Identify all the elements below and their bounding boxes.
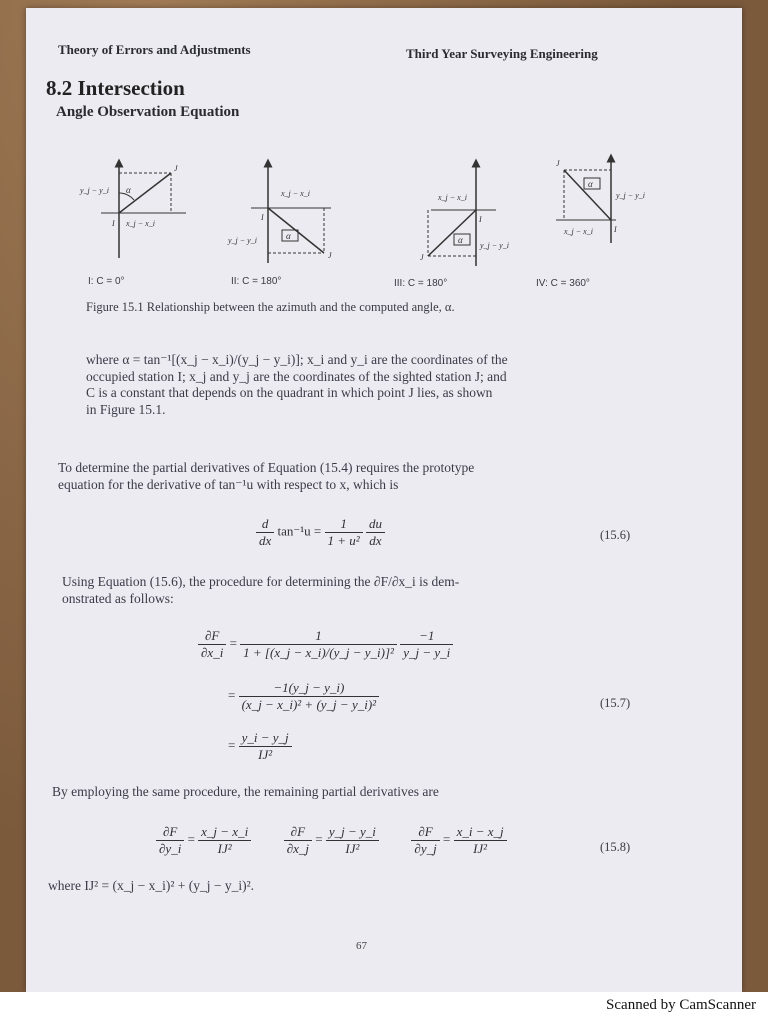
paragraph-determine [58,460,698,493]
svg-text:α: α [458,235,463,245]
svg-text:J: J [174,164,178,173]
svg-text:y_j − y_i: y_j − y_i [480,241,509,250]
quadrant-iv-label: IV: C = 360° [536,278,590,289]
text-line: onstrated as follows: [62,590,174,606]
svg-text:J: J [556,159,560,168]
text-line: where α = tan⁻¹[(x_j − x_i)/(y_j − y_i)]; x_i and y_i are the coordinates of the [86,352,508,367]
svg-text:J: J [328,251,332,260]
equation-number-15-6: (15.6) [600,528,631,542]
equation-number-15-7: (15.7) [600,696,631,710]
paragraph-employing: By employing the same procedure, the remaining partial derivatives are [52,784,439,799]
equation-15-6: $\frac{d}{dx}$ tan⁻¹u = $\frac{1}{\text{1 + u²}}$ $\frac{du}{dx}$ [256,516,385,549]
equation-15-7-line-1: $\frac{\partial F}{\partial x\_i}$ = $\frac{1}{\text{1 + [(x\_j − x\_i)/(y\_j − y\_i)]²}}$ $\frac{-1}{y\_j - y\_i}$ [198,628,453,661]
quadrant-ii-label: II: C = 180° [231,276,282,287]
quadrant-i-diagram [79,163,186,258]
svg-text:α: α [286,231,291,241]
paragraph-where-alpha [86,352,706,418]
svg-text:I: I [614,225,617,234]
subsection-title: Angle Observation Equation [56,104,240,120]
text-line: in Figure 15.1. [86,401,166,417]
document-page [26,8,742,992]
figure-caption: Figure 15.1 Relationship between the azimuth and the computed angle, α. [86,300,455,314]
svg-text:α: α [588,179,593,189]
text-line: occupied station I; x_j and y_j are the coordinates of the sighted station J; and [86,368,507,384]
svg-text:x_j − x_i: x_j − x_i [438,193,467,202]
section-title: 8.2 Intersection [46,76,185,100]
svg-text:y_j − y_i: y_j − y_i [616,191,645,200]
quadrant-i-label: I: C = 0° [88,276,125,287]
quadrant-iii-label: III: C = 180° [394,278,448,289]
text-line: equation for the derivative of tan⁻¹u with respect to x, which is [58,476,399,492]
quadrant-ii-diagram [227,163,332,263]
paragraph-where-ij: where IJ² = (x_j − x_i)² + (y_j − y_i)². [48,878,255,893]
scan-credit: Scanned by CamScanner [606,997,756,1013]
text-line: To determine the partial derivatives of Equation (15.4) requires the prototype [58,460,475,475]
svg-text:I: I [479,215,482,224]
svg-text:x_j − x_i: x_j − x_i [281,189,310,198]
figure-azimuth-quadrants [76,148,676,278]
svg-text:y_j − y_i: y_j − y_i [80,186,109,195]
svg-text:x_j − x_i: x_j − x_i [564,227,593,236]
equation-number-15-8: (15.8) [600,840,631,854]
equation-15-7-line-3: = $\frac{y\_i - y\_j}{\text{IJ²}}$ [228,730,292,763]
quadrant-iv-diagram [556,158,645,243]
page-number: 67 [356,940,367,952]
equation-15-7-line-2: = $\frac{-1(y\_j - y\_i)}{\text{(x\_j − x\_i)² + (y\_j − y\_i)²}}$ [228,680,379,713]
paragraph-using [62,574,702,607]
running-header-right: Third Year Surveying Engineering [406,46,598,61]
svg-text:J: J [420,253,424,262]
svg-text:α: α [126,185,131,195]
svg-text:x_j − x_i: x_j − x_i [126,219,155,228]
scan-footer-bar [0,992,768,1024]
quadrant-iii-diagram [420,163,509,266]
svg-text:y_j − y_i: y_j − y_i [228,236,257,245]
equation-15-8: $\frac{\partial F}{\partial y\_i}$ = $\frac{x\_j - x\_i}{\text{IJ²}}$ $\frac{\partial F}{\partial x\_j}$ = $\frac{y\_j - y\_i}{\text{IJ²}}$ $\frac{\partial F}{\partial y\_j}$ = $\frac{x\_i - x\_j}{\text{IJ²}}$ [156,824,507,857]
svg-text:I: I [112,219,115,228]
text-line: C is a constant that depends on the quadrant in which point J lies, as shown [86,385,493,400]
svg-text:I: I [261,213,264,222]
running-header-left: Theory of Errors and Adjustments [58,42,251,57]
text-line: Using Equation (15.6), the procedure for determining the ∂F/∂x_i is dem- [62,574,460,589]
